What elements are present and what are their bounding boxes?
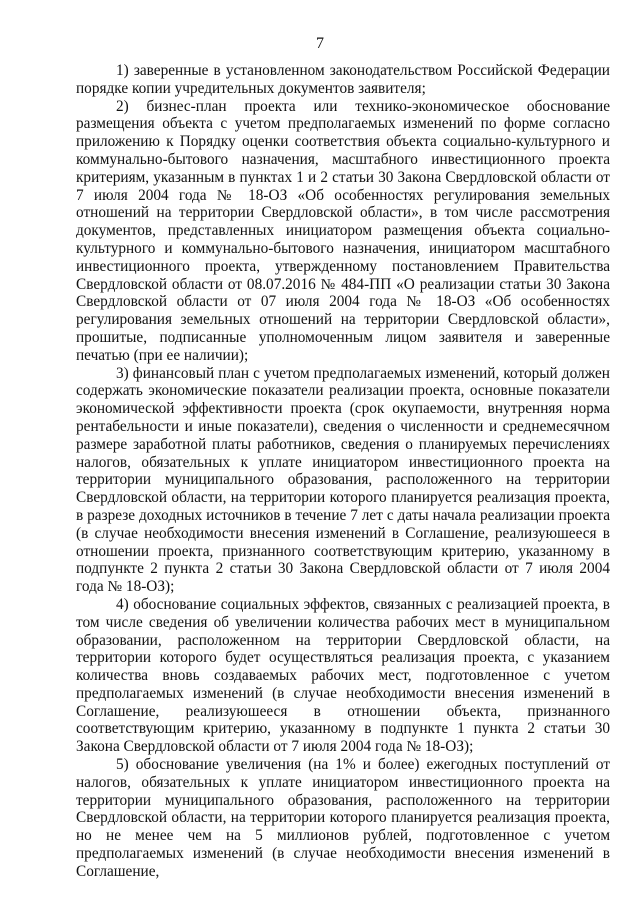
paragraph-4: 4) обоснование социальных эффектов, связанных с реализацией проекта, в том числе сведения об увеличении количества рабочих мест в муниципальном образовании, расположенном на территории Свердловской области, на территории которого будет осуществляться реализация проекта, с указанием количества вновь создаваемых рабочих мест, подготовленное с учетом предполагаемых изменений (в случае необходимости внесения изменений в Соглашение, реализуюшееся в отношении объекта, признанного соответствующим критерию, указанному в подпункте 1 пункта 2 статьи 30 Закона Свердловской области от 7 июля 2004 года № 18-ОЗ); <box>76 595 610 756</box>
paragraph-5: 5) обоснование увеличения (на 1% и более) ежегодных поступлений от налогов, обязательных к уплате инициатором инвестиционного проекта на территории муниципального образования, расположенного на территории Свердловской области, на территории которого планируется реализация проекта, но не менее чем на 5 миллионов рублей, подготовленное с учетом предполагаемых изменений (в случае необходимости внесения изменений в Соглашение, <box>76 756 610 880</box>
document-body <box>76 62 610 881</box>
paragraph-3: 3) финансовый план с учетом предполагаемых изменений, который должен содержать экономические показатели реализации проекта, основные показатели экономической эффективности проекта (срок окупаемости, внутренняя норма рентабельности и иные показатели), сведения о численности и среднемесячном размере заработной платы работников, сведения о планируемых перечислениях налогов, обязательных к уплате инициатором инвестиционного проекта на территории муниципального образования, расположенного на территории Свердловской области, на территории которого планируется реализация проекта, в разрезе доходных источников в течение 7 лет с даты начала реализации проекта (в случае необходимости внесения изменений в Соглашение, реализуюшееся в отношении проекта, признанного соответствующим критерию, указанному в подпункте 2 пункта 2 статьи 30 Закона Свердловской области от 7 июля 2004 года № 18-ОЗ); <box>76 364 610 596</box>
paragraph-2: 2) бизнес-план проекта или технико-экономическое обоснование размещения объекта с учетом предполагаемых изменений по форме согласно приложению к Порядку оценки соответствия объекта социально-культурного и коммунально-бытового назначения, масштабного инвестиционного проекта критериям, указанным в пунктах 1 и 2 статьи 30 Закона Свердловской области от 7 июля 2004 года № 18-ОЗ «Об особенностях регулирования земельных отношений на территории Свердловской области», в том числе рассмотрения документов, представленных инициатором размещения объекта социально-культурного и коммунально-бытового назначения, инициатором масштабного инвестиционного проекта, утвержденному постановлением Правительства Свердловской области от 08.07.2016 № 484-ПП «О реализации статьи 30 Закона Свердловской области от 07 июля 2004 года № 18-ОЗ «Об особенностях регулирования земельных отношений на территории Свердловской области», прошитые, подписанные уполномоченным лицом заявителя и заверенные печатью (при ее наличии); <box>76 97 610 364</box>
page-number: 7 <box>316 35 324 52</box>
paragraph-1: 1) заверенные в установленном законодательством Российской Федерации порядке копии учредительных документов заявителя; <box>76 62 610 97</box>
